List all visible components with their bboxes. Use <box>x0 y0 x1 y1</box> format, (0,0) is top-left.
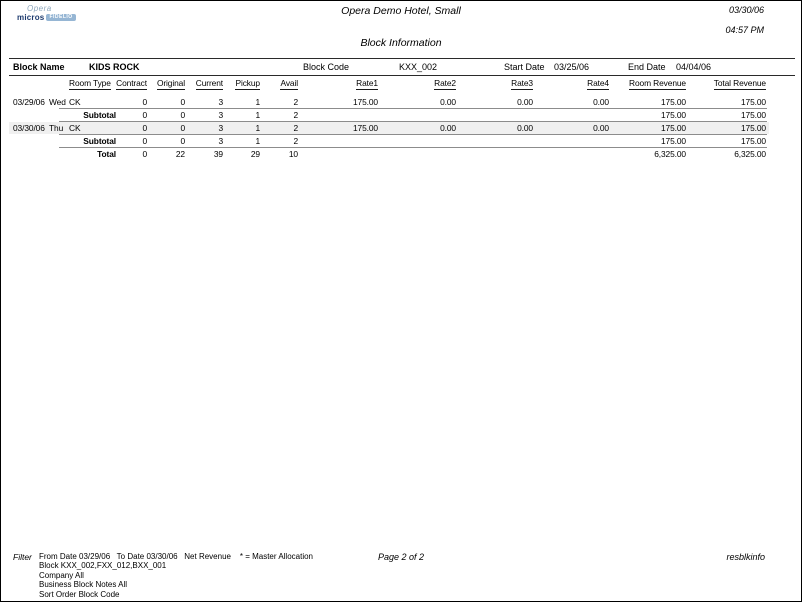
page-number: Page 2 of 2 <box>377 552 425 562</box>
fidelio-logo-badge: FIDELIO <box>46 14 75 21</box>
cell-rate2 <box>378 148 456 161</box>
cell-avail: 2 <box>293 123 298 133</box>
table-header-row <box>9 78 769 91</box>
cell-row-label: Total <box>97 149 116 159</box>
column-header <box>147 78 185 91</box>
cell-current: 3 <box>218 110 223 120</box>
cell-rate4 <box>533 109 609 121</box>
cell-current: 3 <box>218 123 223 133</box>
cell-rate4 <box>533 135 609 147</box>
cell-original: 0 <box>180 97 185 107</box>
report-id: resblkinfo <box>726 552 765 562</box>
micros-logo-text: micros <box>17 13 45 22</box>
cell-avail: 10 <box>288 149 298 159</box>
filter-line: Business Block Notes All <box>39 580 128 590</box>
cell-rate4: 0.00 <box>593 123 609 133</box>
block-code-value: KXX_002 <box>399 62 438 72</box>
column-header-label: Contract <box>116 78 147 88</box>
column-header-label: Room Revenue <box>629 78 686 88</box>
column-header-label: Rate1 <box>356 78 378 88</box>
cell-rate3 <box>456 135 533 147</box>
column-header <box>456 78 533 91</box>
filter-label: Filter <box>13 552 32 562</box>
cell-rate1: 175.00 <box>352 97 378 107</box>
column-header-label: Rate4 <box>587 78 609 88</box>
cell-date: 03/30/06 <box>13 123 45 133</box>
column-header <box>378 78 456 91</box>
column-header-label: Original <box>156 78 185 88</box>
column-header-label: Avail <box>280 78 298 88</box>
cell-room-type: CK <box>69 97 81 107</box>
cell-day: Wed <box>49 97 66 107</box>
block-code-label: Block Code <box>303 62 350 72</box>
cell-original: 0 <box>180 123 185 133</box>
cell-rate4 <box>533 148 609 161</box>
cell-total-revenue: 175.00 <box>740 123 766 133</box>
column-header-label: Rate3 <box>511 78 533 88</box>
cell-total-revenue: 175.00 <box>740 110 766 120</box>
cell-room-revenue: 175.00 <box>660 123 686 133</box>
cell-room-type: CK <box>69 123 81 133</box>
table-row-subtotal <box>9 109 769 121</box>
column-header <box>260 78 298 91</box>
opera-logo-text: Opera <box>27 4 52 13</box>
cell-avail: 2 <box>293 97 298 107</box>
cell-rate4: 0.00 <box>593 97 609 107</box>
cell-rate2 <box>378 109 456 121</box>
column-header <box>609 78 686 91</box>
filter-line: Block KXX_002,FXX_012,BXX_001 <box>39 561 167 571</box>
cell-contract: 0 <box>142 97 147 107</box>
column-header <box>686 78 766 91</box>
cell-room-revenue: 6,325.00 <box>654 149 686 159</box>
cell-total-revenue: 175.00 <box>740 97 766 107</box>
cell-avail: 2 <box>293 110 298 120</box>
end-date-label: End Date <box>628 62 666 72</box>
column-header <box>63 78 116 91</box>
cell-original: 0 <box>180 110 185 120</box>
cell-original: 0 <box>180 136 185 146</box>
report-date: 03/30/06 <box>728 5 764 15</box>
cell-total-revenue: 6,325.00 <box>734 149 766 159</box>
report-time: 04:57 PM <box>725 25 764 35</box>
header-spacer <box>47 78 63 91</box>
cell-row-label: Subtotal <box>83 136 116 146</box>
cell-contract: 0 <box>142 149 147 159</box>
end-date-value: 04/04/06 <box>676 62 712 72</box>
column-header <box>116 78 147 91</box>
cell-pickup: 1 <box>255 110 260 120</box>
table-row-total <box>9 148 769 161</box>
filter-line: Company All <box>39 570 84 580</box>
block-name-label: Block Name <box>13 62 65 72</box>
cell-date: 03/29/06 <box>13 97 45 107</box>
cell-rate1 <box>298 148 378 161</box>
column-header-label: Rate2 <box>434 78 456 88</box>
cell-room-revenue: 175.00 <box>660 110 686 120</box>
table-row-subtotal <box>9 135 769 147</box>
filter-line: Sort Order Block Code <box>39 589 120 599</box>
header-spacer <box>9 78 47 91</box>
start-date-label: Start Date <box>504 62 545 72</box>
cell-rate3: 0.00 <box>517 123 533 133</box>
column-header <box>298 78 378 91</box>
column-header-label: Total Revenue <box>713 78 766 88</box>
cell-room-revenue: 175.00 <box>660 97 686 107</box>
cell-current: 39 <box>213 149 223 159</box>
block-name-value: KIDS ROCK <box>89 62 140 72</box>
cell-contract: 0 <box>142 110 147 120</box>
cell-row-label: Subtotal <box>83 110 116 120</box>
start-date-value: 03/25/06 <box>554 62 590 72</box>
column-header <box>223 78 260 91</box>
cell-current: 3 <box>218 97 223 107</box>
cell-pickup: 1 <box>255 136 260 146</box>
hotel-name: Opera Demo Hotel, Small <box>341 5 461 17</box>
cell-total-revenue: 175.00 <box>740 136 766 146</box>
cell-original: 22 <box>175 149 185 159</box>
cell-current: 3 <box>218 136 223 146</box>
cell-pickup: 29 <box>250 149 260 159</box>
cell-rate3: 0.00 <box>517 97 533 107</box>
cell-rate2 <box>378 135 456 147</box>
block-table <box>9 78 769 161</box>
block-info-row <box>1 59 801 75</box>
table-row-data <box>9 96 769 108</box>
column-header-label: Room Type <box>69 78 111 88</box>
cell-rate1 <box>298 135 378 147</box>
header-rule-bottom <box>9 75 795 76</box>
column-header <box>533 78 609 91</box>
cell-rate3 <box>456 148 533 161</box>
cell-rate2: 0.00 <box>440 97 456 107</box>
cell-contract: 0 <box>142 136 147 146</box>
cell-rate1: 175.00 <box>352 123 378 133</box>
column-header-label: Current <box>195 78 223 88</box>
column-header <box>185 78 223 91</box>
cell-room-revenue: 175.00 <box>660 136 686 146</box>
report-title: Block Information <box>360 37 442 49</box>
cell-contract: 0 <box>142 123 147 133</box>
cell-rate2: 0.00 <box>440 123 456 133</box>
cell-pickup: 1 <box>255 123 260 133</box>
column-header-label: Pickup <box>235 78 260 88</box>
cell-pickup: 1 <box>255 97 260 107</box>
cell-day: Thu <box>49 123 64 133</box>
cell-avail: 2 <box>293 136 298 146</box>
table-row-data <box>9 122 769 134</box>
cell-rate1 <box>298 109 378 121</box>
filter-line: From Date 03/29/06 To Date 03/30/06 Net Revenue * = Master Allocation <box>39 552 314 561</box>
cell-rate3 <box>456 109 533 121</box>
